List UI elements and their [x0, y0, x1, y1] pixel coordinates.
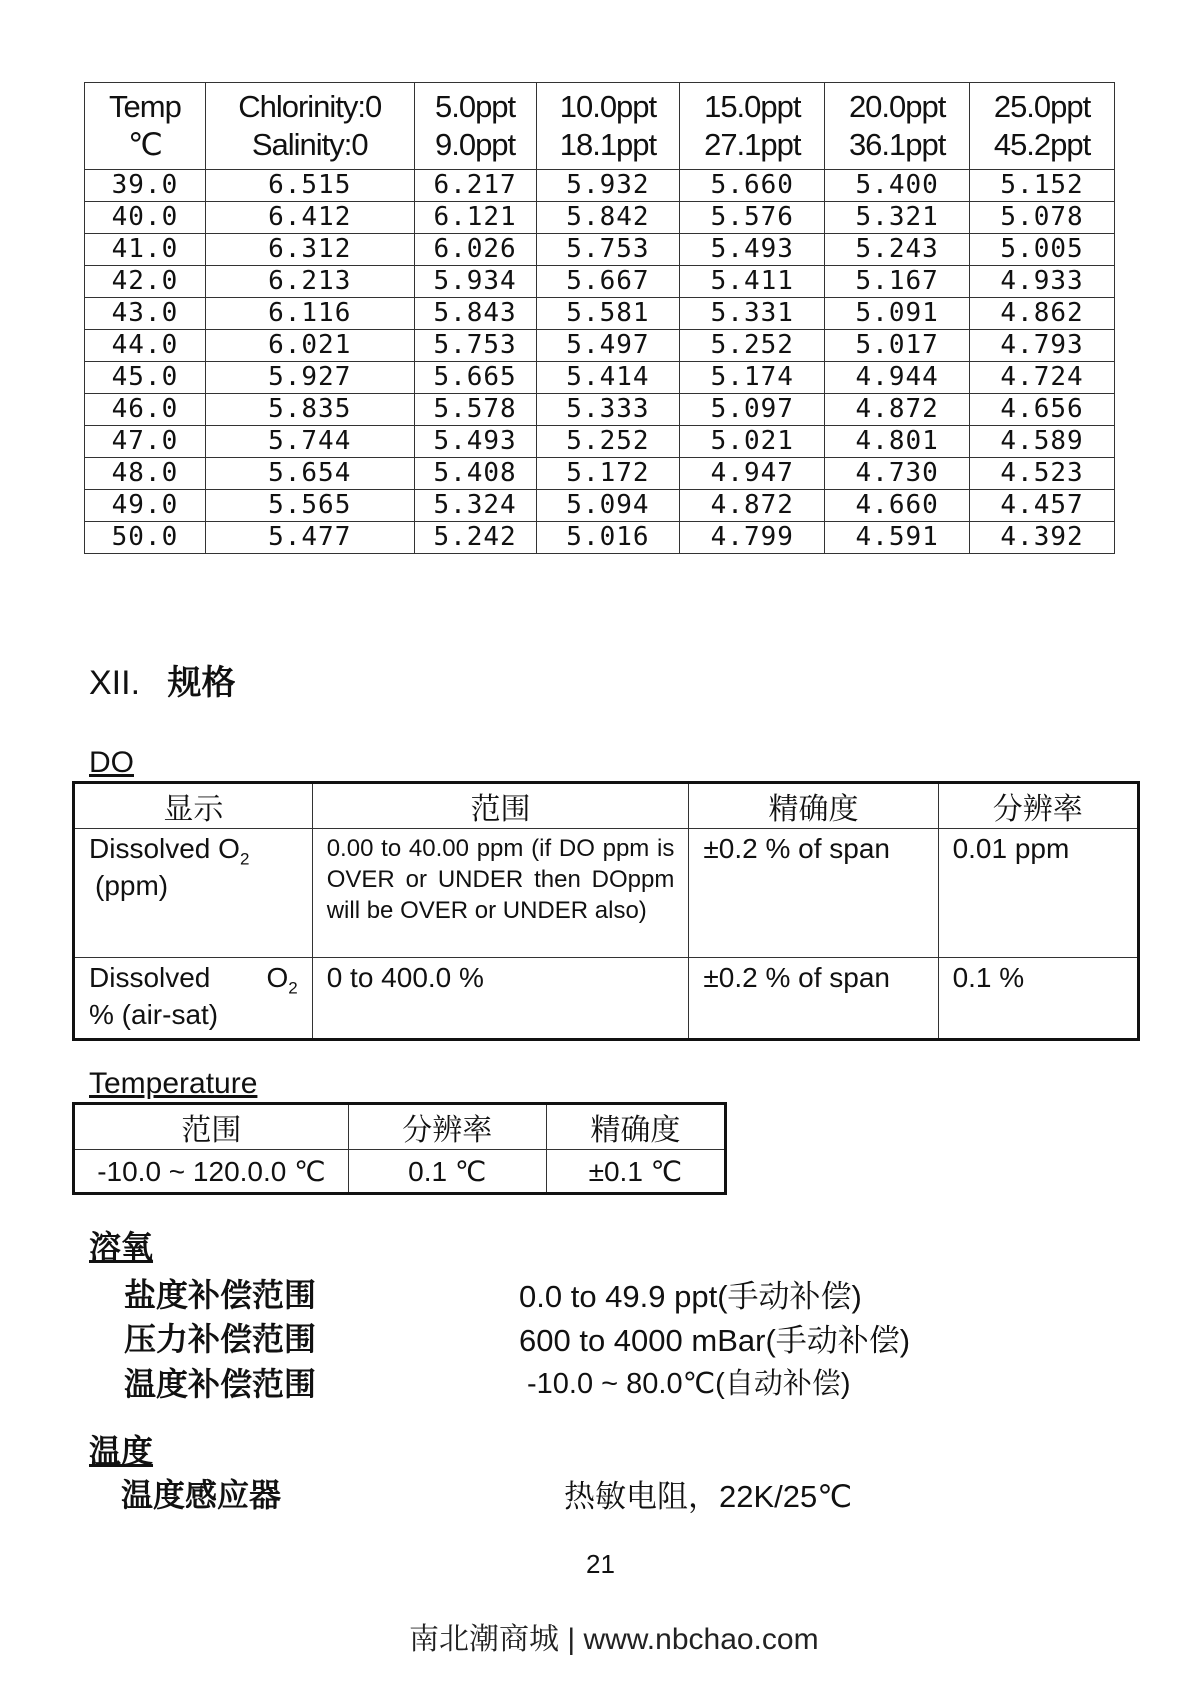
do-value-cell: 5.400 — [825, 170, 970, 202]
column-header-line: 10.0ppt — [559, 89, 657, 124]
do-value-cell: 5.576 — [680, 202, 825, 234]
do-value-cell: 6.026 — [414, 234, 536, 266]
do-value-cell: 4.656 — [970, 394, 1115, 426]
do-value-cell: 5.252 — [536, 426, 680, 458]
do-value-cell: 5.753 — [414, 330, 536, 362]
header-accuracy: 精确度 — [689, 783, 938, 829]
column-header-line: Temp — [109, 89, 181, 124]
do-value-cell: 5.242 — [414, 522, 536, 554]
do-value-cell: 4.457 — [970, 490, 1115, 522]
temperature-cell: 42.0 — [85, 266, 206, 298]
table-header-row — [74, 783, 1139, 829]
do-value-cell: 5.843 — [414, 298, 536, 330]
column-header — [680, 83, 825, 170]
column-header-line: 20.0ppt — [848, 89, 946, 124]
spec-value: -10.0 ~ 80.0℃(自动补偿) — [527, 1368, 851, 1400]
do-value-cell: 4.933 — [970, 266, 1115, 298]
header-range: 范围 — [74, 1104, 349, 1150]
do-value-cell: 5.932 — [536, 170, 680, 202]
column-header-line: Salinity:0 — [251, 127, 368, 162]
do-value-cell: 5.321 — [825, 202, 970, 234]
do-value-cell: 6.213 — [205, 266, 414, 298]
resolution-cell: 0.01 ppm — [938, 829, 1138, 958]
column-header-line: ℃ — [128, 127, 162, 162]
display-text: O — [266, 962, 289, 993]
do-value-cell: 4.724 — [970, 362, 1115, 394]
do-value-cell: 5.408 — [414, 458, 536, 490]
do-value-cell: 6.116 — [205, 298, 414, 330]
do-value-cell: 4.872 — [825, 394, 970, 426]
display-text: Dissolved — [89, 962, 211, 993]
do-spec-table — [72, 781, 1140, 1041]
table-row — [85, 522, 1115, 554]
temperature-cell: 49.0 — [85, 490, 206, 522]
do-value-cell: 5.934 — [414, 266, 536, 298]
do-value-cell: 5.842 — [536, 202, 680, 234]
do-value-cell: 6.312 — [205, 234, 414, 266]
do-value-cell: 4.947 — [680, 458, 825, 490]
column-header — [85, 83, 206, 170]
table-row — [85, 458, 1115, 490]
temp-section-title: 温度 — [89, 1433, 154, 1469]
table-row — [74, 958, 1139, 1040]
temperature-cell: 50.0 — [85, 522, 206, 554]
do-spec-label: DO — [89, 746, 134, 779]
do-salinity-table — [84, 82, 1115, 554]
do-value-cell: 5.016 — [536, 522, 680, 554]
table-row — [74, 1150, 726, 1194]
do-value-cell: 5.333 — [536, 394, 680, 426]
do-value-cell: 5.493 — [414, 426, 536, 458]
column-header-line: 25.0ppt — [993, 89, 1091, 124]
do-value-cell: 5.654 — [205, 458, 414, 490]
column-header-line: 18.1ppt — [559, 127, 657, 162]
do-value-cell: 5.078 — [970, 202, 1115, 234]
header-display: 显示 — [74, 783, 313, 829]
do-value-cell: 5.753 — [536, 234, 680, 266]
do-value-cell: 5.497 — [536, 330, 680, 362]
do-value-cell: 5.667 — [536, 266, 680, 298]
spec-value: 0.0 to 49.9 ppt(手动补偿) — [519, 1279, 862, 1314]
table-row — [85, 234, 1115, 266]
do-value-cell: 4.793 — [970, 330, 1115, 362]
do-value-cell: 5.021 — [680, 426, 825, 458]
do-value-cell: 5.411 — [680, 266, 825, 298]
table-row — [85, 490, 1115, 522]
footer-watermark: 南北潮商城 | www.nbchao.com — [409, 1623, 819, 1656]
table-row — [85, 266, 1115, 298]
temperature-cell: 41.0 — [85, 234, 206, 266]
table-row — [74, 829, 1139, 958]
temperature-cell: 45.0 — [85, 362, 206, 394]
do-value-cell: 6.121 — [414, 202, 536, 234]
do-section-title: 溶氧 — [89, 1229, 154, 1265]
table-header-row — [85, 83, 1115, 170]
column-header-line: 45.2ppt — [993, 127, 1091, 162]
do-value-cell: 5.744 — [205, 426, 414, 458]
temperature-cell: 46.0 — [85, 394, 206, 426]
do-value-cell: 4.862 — [970, 298, 1115, 330]
do-value-cell: 4.944 — [825, 362, 970, 394]
range-cell: -10.0 ~ 120.0.0 ℃ — [74, 1150, 349, 1194]
page-number: 21 — [586, 1549, 615, 1579]
column-header-line: 27.1ppt — [704, 127, 801, 162]
do-value-cell: 5.927 — [205, 362, 414, 394]
do-value-cell: 5.493 — [680, 234, 825, 266]
do-value-cell: 4.872 — [680, 490, 825, 522]
do-value-cell: 4.392 — [970, 522, 1115, 554]
temperature-cell: 47.0 — [85, 426, 206, 458]
spec-label: 压力补偿范围 — [124, 1321, 317, 1357]
column-header — [536, 83, 680, 170]
table-row — [85, 202, 1115, 234]
section-title: 规格 — [167, 664, 236, 702]
do-value-cell: 5.660 — [680, 170, 825, 202]
display-cell — [74, 958, 313, 1040]
do-value-cell: 6.515 — [205, 170, 414, 202]
do-value-cell: 5.565 — [205, 490, 414, 522]
do-value-cell: 5.414 — [536, 362, 680, 394]
header-range: 范围 — [312, 783, 689, 829]
do-value-cell: 5.017 — [825, 330, 970, 362]
header-accuracy: 精确度 — [546, 1104, 725, 1150]
header-resolution: 分辨率 — [938, 783, 1138, 829]
do-value-cell: 5.331 — [680, 298, 825, 330]
spec-value: 热敏电阻，22K/25℃ — [564, 1479, 853, 1514]
do-value-cell: 5.477 — [205, 522, 414, 554]
accuracy-cell: ±0.2 % of span — [689, 958, 938, 1040]
do-value-cell: 4.589 — [970, 426, 1115, 458]
column-header — [414, 83, 536, 170]
do-value-cell: 4.591 — [825, 522, 970, 554]
do-value-cell: 4.799 — [680, 522, 825, 554]
spec-label: 温度感应器 — [121, 1477, 282, 1513]
resolution-cell: 0.1 ℃ — [348, 1150, 546, 1194]
display-text: Dissolved O — [89, 833, 240, 864]
do-value-cell: 4.523 — [970, 458, 1115, 490]
temperature-cell: 48.0 — [85, 458, 206, 490]
table-row — [85, 362, 1115, 394]
table-row — [85, 330, 1115, 362]
do-value-cell: 5.665 — [414, 362, 536, 394]
column-header — [970, 83, 1115, 170]
column-header — [205, 83, 414, 170]
do-value-cell: 6.412 — [205, 202, 414, 234]
do-value-cell: 6.217 — [414, 170, 536, 202]
table-row — [85, 394, 1115, 426]
subscript: 2 — [288, 978, 298, 998]
column-header-line: 5.0ppt — [434, 89, 516, 124]
section-number: XII. — [89, 664, 141, 702]
column-header-line: 9.0ppt — [434, 127, 516, 162]
table-row — [85, 298, 1115, 330]
temp-spec-label: Temperature — [89, 1067, 258, 1100]
do-value-cell: 5.005 — [970, 234, 1115, 266]
column-header-line: Chlorinity:0 — [238, 89, 382, 124]
header-resolution: 分辨率 — [348, 1104, 546, 1150]
range-cell: 0.00 to 40.00 ppm (if DO ppm is OVER or UNDER then DOppm will be OVER or UNDER also) — [312, 829, 689, 958]
do-value-cell: 5.097 — [680, 394, 825, 426]
accuracy-cell: ±0.1 ℃ — [546, 1150, 725, 1194]
do-value-cell: 5.581 — [536, 298, 680, 330]
spec-label: 温度补偿范围 — [124, 1366, 317, 1402]
do-value-cell: 5.243 — [825, 234, 970, 266]
subscript: 2 — [239, 849, 250, 869]
display-cell — [74, 829, 313, 958]
do-value-cell: 6.021 — [205, 330, 414, 362]
do-value-cell: 5.324 — [414, 490, 536, 522]
do-value-cell: 5.174 — [680, 362, 825, 394]
do-value-cell: 5.094 — [536, 490, 680, 522]
accuracy-cell: ±0.2 % of span — [689, 829, 938, 958]
do-value-cell: 5.091 — [825, 298, 970, 330]
do-value-cell: 4.801 — [825, 426, 970, 458]
do-value-cell: 4.660 — [825, 490, 970, 522]
temp-spec-table — [72, 1102, 727, 1195]
do-value-cell: 5.167 — [825, 266, 970, 298]
spec-value: 600 to 4000 mBar(手动补偿) — [519, 1323, 911, 1358]
table-header-row — [74, 1104, 726, 1150]
temperature-cell: 44.0 — [85, 330, 206, 362]
column-header-line: 15.0ppt — [704, 89, 801, 124]
resolution-cell: 0.1 % — [938, 958, 1138, 1040]
column-header-line: 36.1ppt — [848, 127, 946, 162]
do-value-cell: 4.730 — [825, 458, 970, 490]
do-value-cell: 5.252 — [680, 330, 825, 362]
do-value-cell: 5.172 — [536, 458, 680, 490]
spec-label: 盐度补偿范围 — [124, 1277, 317, 1313]
temperature-cell: 40.0 — [85, 202, 206, 234]
do-value-cell: 5.578 — [414, 394, 536, 426]
display-unit: % (air-sat) — [89, 998, 219, 1030]
temperature-cell: 39.0 — [85, 170, 206, 202]
column-header — [825, 83, 970, 170]
table-row — [85, 170, 1115, 202]
display-unit: (ppm) — [95, 869, 169, 901]
table-row — [85, 426, 1115, 458]
section-heading — [89, 655, 235, 704]
do-value-cell: 5.835 — [205, 394, 414, 426]
range-cell: 0 to 400.0 % — [312, 958, 689, 1040]
temperature-cell: 43.0 — [85, 298, 206, 330]
do-value-cell: 5.152 — [970, 170, 1115, 202]
